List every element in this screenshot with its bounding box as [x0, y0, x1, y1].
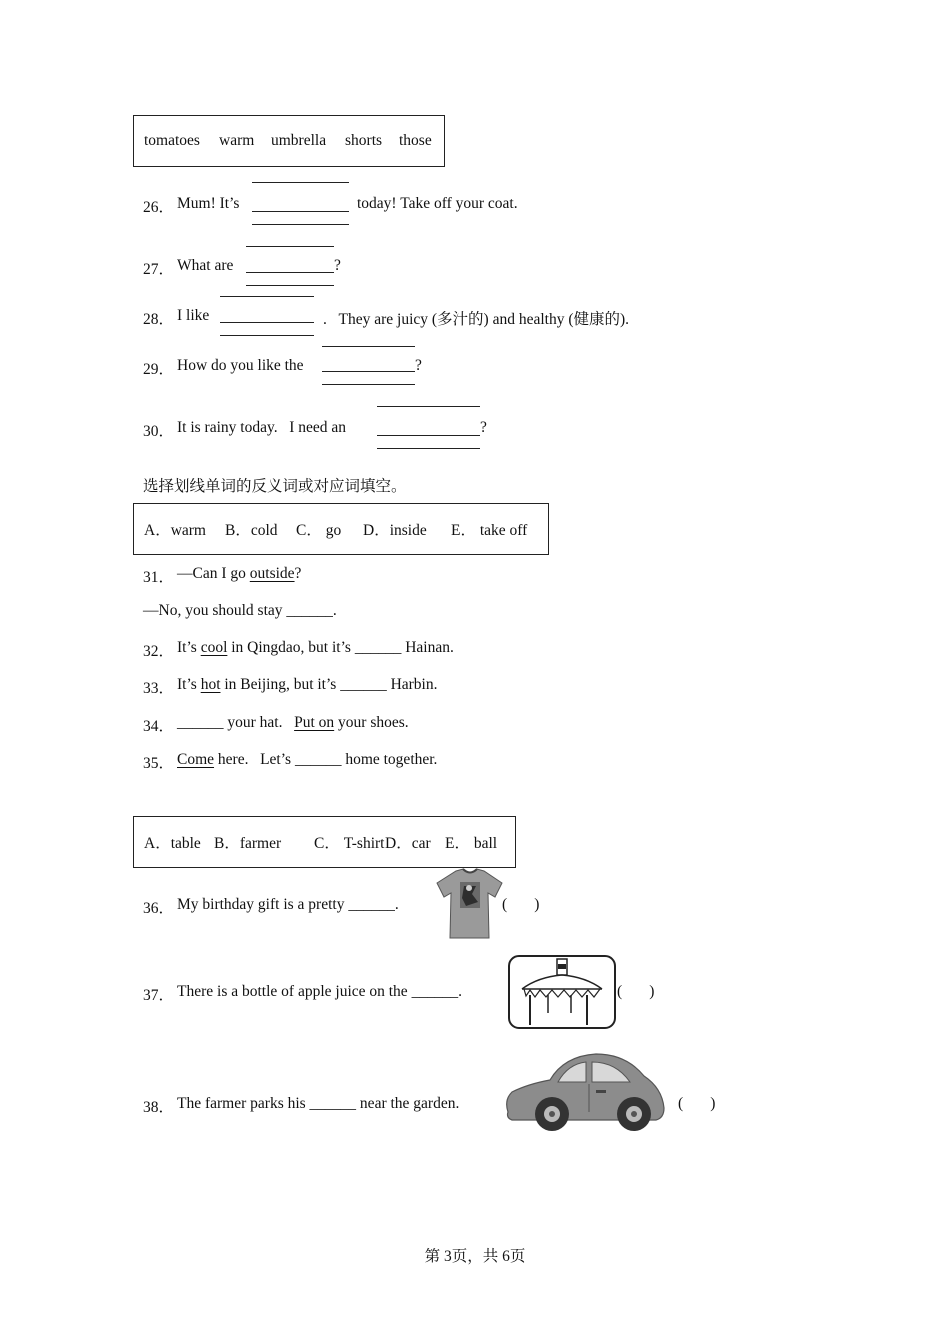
question-text: It is rainy today. I need an	[177, 419, 347, 436]
question-text	[177, 714, 409, 732]
answer-line	[377, 406, 480, 407]
section-instruction: 选择划线单词的反义词或对应词填空。	[143, 478, 407, 495]
question-post: in Qingdao, but it’s ______ Hainan.	[227, 639, 454, 656]
car-image	[502, 1050, 668, 1136]
question-post: here. Let’s ______ home together.	[214, 751, 438, 768]
question-post: ?	[294, 565, 302, 582]
question-number: 33．	[143, 680, 175, 697]
question-text: What are	[177, 257, 234, 274]
question-text: Mum! It’s	[177, 195, 240, 212]
word-bank-item: E． take off	[451, 522, 528, 539]
question-number: 26．	[143, 199, 175, 216]
question-post: your shoes.	[334, 714, 409, 731]
question-text: How do you like the	[177, 357, 304, 374]
answer-line[interactable]	[246, 272, 334, 273]
underlined-word: Put on	[294, 714, 335, 731]
question-post: in Beijing, but it’s ______ Harbin.	[220, 676, 438, 693]
answer-line	[252, 182, 349, 183]
question-text: ?	[480, 419, 487, 436]
answer-line	[252, 224, 349, 225]
question-number: 34．	[143, 718, 175, 735]
answer-line[interactable]	[322, 371, 415, 372]
word-bank-item: shorts	[345, 132, 383, 149]
underlined-word: cool	[200, 639, 228, 656]
page-footer: 第 3页，共 6页	[424, 1248, 526, 1265]
word-bank-item: C． go	[296, 522, 342, 539]
word-bank-2	[133, 503, 549, 555]
table-image	[508, 955, 616, 1029]
answer-line	[220, 335, 314, 336]
question-text: My birthday gift is a pretty ______.	[177, 896, 399, 913]
question-text: today! Take off your coat.	[357, 195, 518, 212]
question-number: 30．	[143, 423, 175, 440]
word-bank-item: tomatoes	[144, 132, 200, 149]
question-text: . They are juicy (多汁的) and healthy (健康的).	[323, 311, 630, 328]
word-bank-item: umbrella	[271, 132, 327, 149]
question-text	[177, 751, 437, 769]
question-pre: —Can I go	[177, 565, 250, 582]
underlined-word: outside	[249, 565, 295, 582]
question-number: 29．	[143, 361, 175, 378]
question-pre: It’s	[177, 676, 201, 693]
question-text: I like	[177, 307, 210, 324]
word-bank-item: A．warm	[144, 522, 206, 539]
question-pre: It’s	[177, 639, 201, 656]
word-bank-item: those	[399, 132, 432, 149]
word-bank-1	[133, 115, 445, 167]
question-number: 38．	[143, 1099, 175, 1116]
question-text	[177, 676, 438, 694]
word-bank-item: B．cold	[225, 522, 278, 539]
word-bank-item: B．farmer	[214, 835, 282, 852]
question-number: 35．	[143, 755, 175, 772]
question-text: ?	[334, 257, 341, 274]
question-number: 37．	[143, 987, 175, 1004]
question-number: 36．	[143, 900, 175, 917]
answer-paren[interactable]: ( )	[502, 896, 540, 913]
question-text: ?	[415, 357, 422, 374]
tshirt-image	[436, 868, 504, 940]
word-bank-item: warm	[219, 132, 255, 149]
answer-line	[220, 296, 314, 297]
word-bank-item: C． T-shirt	[314, 835, 385, 852]
word-bank-3	[133, 816, 516, 868]
answer-paren[interactable]: ( )	[617, 983, 655, 1000]
question-number: 31．	[143, 569, 175, 586]
word-bank-item: A．table	[144, 835, 201, 852]
answer-line-text: —No, you should stay ______.	[143, 602, 337, 619]
answer-line	[246, 285, 334, 286]
answer-line	[377, 448, 480, 449]
underlined-word: hot	[200, 676, 221, 693]
answer-line	[322, 384, 415, 385]
question-text: The farmer parks his ______ near the garden.	[177, 1095, 460, 1112]
answer-line[interactable]	[377, 435, 480, 436]
word-bank-item: E． ball	[445, 835, 498, 852]
answer-line	[246, 246, 334, 247]
question-text	[177, 639, 454, 657]
answer-paren[interactable]: ( )	[678, 1095, 716, 1112]
answer-line[interactable]	[252, 211, 349, 212]
question-number: 27．	[143, 261, 175, 278]
question-number: 32．	[143, 643, 175, 660]
question-text	[177, 565, 301, 583]
underlined-word: Come	[177, 751, 215, 768]
question-text: There is a bottle of apple juice on the ______.	[177, 983, 462, 1000]
question-number: 28．	[143, 311, 175, 328]
word-bank-item: D．car	[385, 835, 431, 852]
answer-line	[322, 346, 415, 347]
question-pre: ______ your hat.	[177, 714, 295, 731]
word-bank-item: D．inside	[363, 522, 427, 539]
answer-line[interactable]	[220, 322, 314, 323]
